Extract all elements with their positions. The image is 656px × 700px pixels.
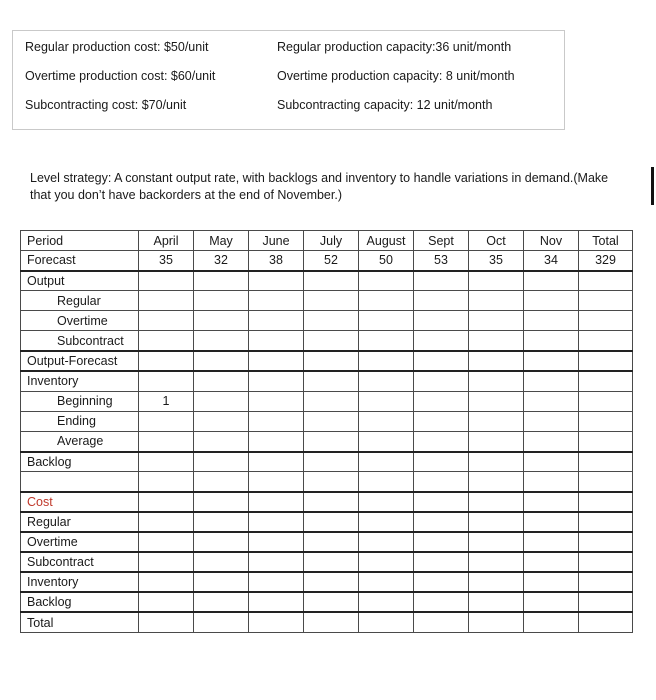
table-cell: [249, 532, 304, 552]
table-cell: 38: [249, 251, 304, 271]
table-cell: Total: [579, 231, 633, 251]
table-cell: [469, 331, 524, 351]
table-cell: [194, 452, 249, 472]
table-cell: [414, 351, 469, 371]
table-cell: [304, 592, 359, 612]
table-cell: [414, 391, 469, 411]
table-cell: [579, 291, 633, 311]
table-cell: [194, 492, 249, 512]
table-cell: [139, 411, 194, 431]
description-line-1: Level strategy: A constant output rate, with backlogs and inventory to handle variations in demand.(Make: [30, 171, 609, 185]
table-cell: [469, 552, 524, 572]
table-cell: [469, 592, 524, 612]
table-cell: [249, 592, 304, 612]
table-cell: [359, 411, 414, 431]
table-cell: [304, 311, 359, 331]
table-cell: [469, 391, 524, 411]
table-row: [21, 291, 633, 311]
table-cell: [194, 391, 249, 411]
table-cell: [139, 572, 194, 592]
table-cell: [139, 311, 194, 331]
table-cell: 52: [304, 251, 359, 271]
table-cell: [194, 271, 249, 291]
table-cell: [304, 351, 359, 371]
table-cell: [469, 532, 524, 552]
table-cell: [194, 512, 249, 532]
row-label: Ending: [21, 411, 139, 431]
table-row: [21, 411, 633, 431]
table-cell: [249, 552, 304, 572]
table-cell: [139, 612, 194, 632]
table-cell: [139, 592, 194, 612]
table-cell: 32: [194, 251, 249, 271]
table-cell: [304, 431, 359, 451]
table-cell: [579, 411, 633, 431]
table-cell: [139, 331, 194, 351]
table-cell: [579, 311, 633, 331]
row-label: Subcontract: [21, 331, 139, 351]
regular-cost-text: Regular production cost: $50/unit: [25, 40, 209, 54]
row-label: Period: [21, 231, 139, 251]
table-cell: [469, 452, 524, 472]
table-cell: [414, 532, 469, 552]
table-cell: [524, 592, 579, 612]
table-cell: [359, 431, 414, 451]
table-cell: [414, 572, 469, 592]
table-cell: [304, 271, 359, 291]
table-cell: [304, 291, 359, 311]
table-cell: [304, 552, 359, 572]
table-cell: [359, 331, 414, 351]
table-cell: [524, 391, 579, 411]
table-cell: [414, 472, 469, 492]
overtime-capacity-text: Overtime production capacity: 8 unit/month: [277, 69, 515, 83]
table-cell: [304, 532, 359, 552]
table-row: [21, 391, 633, 411]
table-cell: [139, 492, 194, 512]
table-cell: [304, 612, 359, 632]
row-label: Output-Forecast: [21, 351, 139, 371]
row-label: Forecast: [21, 251, 139, 271]
table-cell: [524, 271, 579, 291]
row-label: Cost: [21, 492, 139, 512]
table-row: [21, 351, 633, 371]
table-cell: [249, 291, 304, 311]
table-row: [21, 592, 633, 612]
table-cell: June: [249, 231, 304, 251]
table-cell: [524, 552, 579, 572]
table-cell: [359, 311, 414, 331]
table-cell: [524, 532, 579, 552]
table-cell: [414, 371, 469, 391]
table-cell: [469, 351, 524, 371]
row-label: Inventory: [21, 572, 139, 592]
table-cell: [359, 271, 414, 291]
table-cell: [304, 572, 359, 592]
table-row: [21, 431, 633, 451]
table-cell: [579, 532, 633, 552]
table-cell: [359, 572, 414, 592]
table-cell: [469, 291, 524, 311]
table-cell: 329: [579, 251, 633, 271]
description-line-2: that you don’t have backorders at the end of November.): [30, 188, 342, 202]
table-cell: [194, 351, 249, 371]
table-cell: [249, 331, 304, 351]
table-cell: [579, 452, 633, 472]
row-label: Overtime: [21, 532, 139, 552]
table-cell: [359, 532, 414, 552]
table-cell: [579, 492, 633, 512]
table-cell: [139, 552, 194, 572]
table-cell: [304, 452, 359, 472]
table-cell: [139, 472, 194, 492]
table-cell: [249, 472, 304, 492]
table-cell: [249, 452, 304, 472]
table-cell: Sept: [414, 231, 469, 251]
table-cell: [304, 391, 359, 411]
table-cell: 35: [469, 251, 524, 271]
table-cell: [524, 492, 579, 512]
table-cell: [524, 411, 579, 431]
table-cell: May: [194, 231, 249, 251]
table-cell: [139, 431, 194, 451]
table-cell: [249, 492, 304, 512]
table-cell: [139, 512, 194, 532]
table-cell: [249, 512, 304, 532]
table-cell: [359, 291, 414, 311]
table-row: [21, 452, 633, 472]
table-cell: [524, 371, 579, 391]
table-cell: [304, 492, 359, 512]
row-label: Subcontract: [21, 552, 139, 572]
table-cell: [469, 492, 524, 512]
row-label: Output: [21, 271, 139, 291]
table-row: [21, 251, 633, 271]
row-label: Backlog: [21, 452, 139, 472]
table-cell: [359, 492, 414, 512]
table-cell: [524, 351, 579, 371]
table-cell: [249, 351, 304, 371]
table-cell: [414, 291, 469, 311]
table-cell: [139, 291, 194, 311]
table-cell: [524, 291, 579, 311]
table-cell: Oct: [469, 231, 524, 251]
table-cell: [304, 472, 359, 492]
table-cell: [579, 271, 633, 291]
table-row: [21, 492, 633, 512]
table-cell: [579, 572, 633, 592]
cost-capacity-box: [12, 30, 565, 130]
table-cell: 1: [139, 391, 194, 411]
table-cell: 50: [359, 251, 414, 271]
table-cell: [414, 311, 469, 331]
table-cell: 53: [414, 251, 469, 271]
table-cell: [359, 351, 414, 371]
table-cell: [469, 371, 524, 391]
table-cell: [139, 271, 194, 291]
table-cell: [524, 452, 579, 472]
table-cell: [194, 592, 249, 612]
table-cell: [304, 331, 359, 351]
table-cell: [469, 612, 524, 632]
table-cell: [194, 291, 249, 311]
row-label: [21, 472, 139, 492]
table-cell: [304, 411, 359, 431]
table-row: [21, 552, 633, 572]
table-cell: 34: [524, 251, 579, 271]
table-row: [21, 231, 633, 251]
row-label: Average: [21, 431, 139, 451]
table-cell: July: [304, 231, 359, 251]
table-cell: [359, 552, 414, 572]
table-cell: [249, 431, 304, 451]
table-cell: [579, 371, 633, 391]
table-cell: [414, 331, 469, 351]
table-cell: [579, 351, 633, 371]
table-cell: [194, 431, 249, 451]
table-cell: [524, 472, 579, 492]
table-cell: [359, 472, 414, 492]
table-cell: [249, 572, 304, 592]
table-row: [21, 311, 633, 331]
table-cell: [194, 331, 249, 351]
table-row: [21, 331, 633, 351]
table-cell: [359, 612, 414, 632]
table-cell: [414, 271, 469, 291]
table-cell: [579, 331, 633, 351]
row-label: Beginning: [21, 391, 139, 411]
aggregate-plan-table: [20, 230, 633, 633]
table-cell: [469, 572, 524, 592]
table-cell: [414, 592, 469, 612]
table-cell: [579, 472, 633, 492]
table-cell: [194, 552, 249, 572]
table-cell: [579, 552, 633, 572]
table-cell: [359, 391, 414, 411]
strategy-description: [30, 170, 654, 204]
row-label: Regular: [21, 512, 139, 532]
table-cell: [579, 612, 633, 632]
table-cell: [249, 311, 304, 331]
table-cell: [194, 472, 249, 492]
table-cell: [414, 492, 469, 512]
subcontract-capacity-text: Subcontracting capacity: 12 unit/month: [277, 98, 493, 112]
table-cell: [579, 512, 633, 532]
table-cell: [359, 371, 414, 391]
table-cell: [469, 311, 524, 331]
table-cell: [139, 532, 194, 552]
table-cell: [524, 572, 579, 592]
table-cell: [469, 512, 524, 532]
table-cell: [469, 472, 524, 492]
table-cell: [249, 371, 304, 391]
table-cell: [414, 452, 469, 472]
table-cell: [249, 411, 304, 431]
table-cell: [359, 512, 414, 532]
table-cell: [414, 552, 469, 572]
table-cell: [579, 391, 633, 411]
row-label: Inventory: [21, 371, 139, 391]
table-cell: [304, 512, 359, 532]
table-row: [21, 512, 633, 532]
table-cell: [579, 592, 633, 612]
page-edge-bar: [651, 167, 654, 205]
table-cell: [359, 592, 414, 612]
table-cell: [304, 371, 359, 391]
table-cell: [139, 351, 194, 371]
overtime-cost-text: Overtime production cost: $60/unit: [25, 69, 216, 83]
table-cell: August: [359, 231, 414, 251]
table-cell: [414, 431, 469, 451]
table-cell: [249, 612, 304, 632]
table-cell: [469, 431, 524, 451]
table-row: [21, 572, 633, 592]
subcontract-cost-text: Subcontracting cost: $70/unit: [25, 98, 187, 112]
table-row: [21, 612, 633, 632]
table-cell: [524, 311, 579, 331]
table-row: [21, 472, 633, 492]
table-cell: Nov: [524, 231, 579, 251]
table-row: [21, 271, 633, 291]
row-label: Regular: [21, 291, 139, 311]
table-cell: [194, 311, 249, 331]
row-label: Backlog: [21, 592, 139, 612]
table-cell: [194, 532, 249, 552]
table-cell: [194, 612, 249, 632]
table-cell: [249, 391, 304, 411]
regular-capacity-text: Regular production capacity:36 unit/month: [277, 40, 512, 54]
table-cell: [249, 271, 304, 291]
table-cell: [524, 331, 579, 351]
table-cell: [524, 512, 579, 532]
table-cell: 35: [139, 251, 194, 271]
row-label: Total: [21, 612, 139, 632]
table-cell: April: [139, 231, 194, 251]
table-cell: [194, 411, 249, 431]
table-cell: [524, 431, 579, 451]
row-label: Overtime: [21, 311, 139, 331]
table-cell: [139, 452, 194, 472]
table-cell: [414, 411, 469, 431]
table-cell: [414, 612, 469, 632]
table-cell: [469, 271, 524, 291]
table-row: [21, 371, 633, 391]
table-cell: [194, 371, 249, 391]
table-cell: [469, 411, 524, 431]
table-cell: [524, 612, 579, 632]
table-cell: [139, 371, 194, 391]
table-cell: [194, 572, 249, 592]
table-cell: [359, 452, 414, 472]
table-cell: [414, 512, 469, 532]
table-row: [21, 532, 633, 552]
table-cell: [579, 431, 633, 451]
